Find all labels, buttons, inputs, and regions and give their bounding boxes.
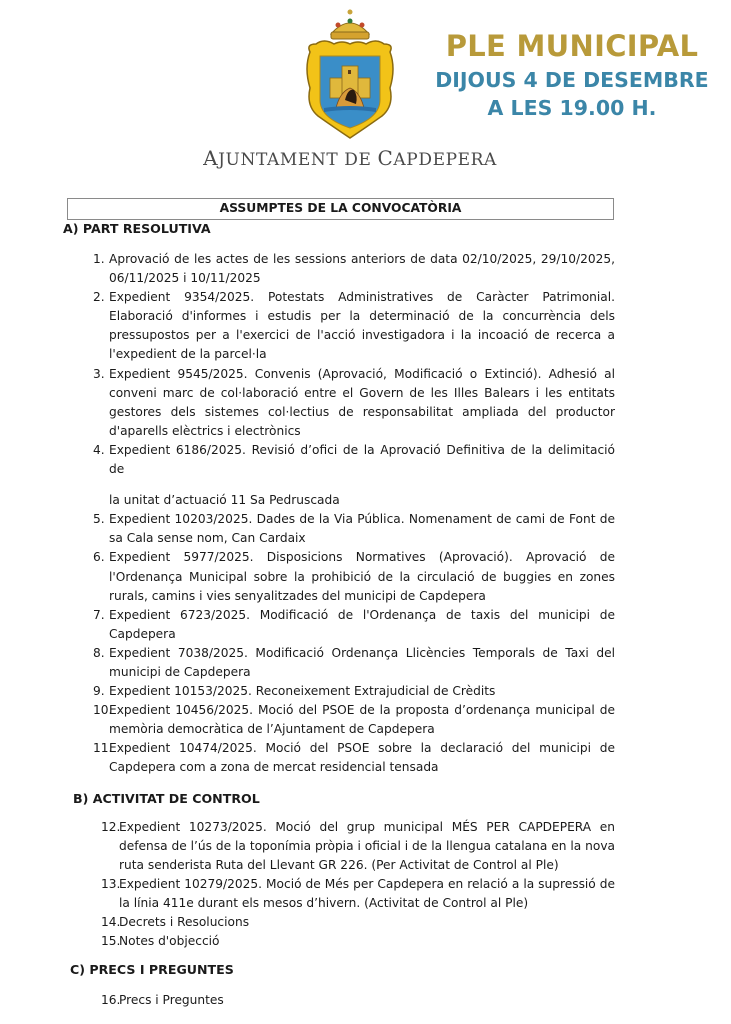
agenda-item: 6. Expedient 5977/2025. Disposicions Normatives (Aprovació). Aprovació de l'Ordenança Municipal sobre la prohibició de la circulació de buggies en zones rurals, camins i vies senyalitzades del municipi de Capdepera bbox=[93, 550, 615, 603]
agenda-item: 4. Expedient 6186/2025. Revisió d’ofici de la Aprovació Definitiva de la delimitació de la unitat d’actuació 11 Sa Pedruscada bbox=[93, 442, 615, 508]
agenda-item: 9. Expedient 10153/2025. Reconeixement Extrajudicial de Crèdits bbox=[93, 684, 496, 699]
agenda-item: 14. Decrets i Resolucions bbox=[101, 915, 250, 929]
agenda-title-box: ASSUMPTES DE LA CONVOCATÒRIA bbox=[67, 198, 614, 220]
agenda-item: 12. Expedient 10273/2025. Moció del grup municipal MÉS PER CAPDEPERA en defensa de l’ús de la toponímia pròpia i oficial i de la llengua catalana en la nova ruta senderista Ruta del Llevant GR 226. (Per Activitat de Control al Ple) bbox=[101, 819, 615, 872]
agenda bbox=[63, 198, 615, 1010]
event-title: PLE MUNICIPAL bbox=[445, 29, 699, 63]
agenda-item: 11. Expedient 10474/2025. Moció del PSOE sobre la declaració del municipi de Capdepera com a zona de mercat residencial tensada bbox=[93, 741, 615, 775]
agenda-item: 7. Expedient 6723/2025. Modificació de l'Ordenança de taxis del municipi de Capdepera bbox=[93, 607, 615, 641]
agenda-item: 8. Expedient 7038/2025. Modificació Ordenança Llicències Temporals de Taxi del municipi de Capdepera bbox=[93, 645, 615, 679]
header bbox=[0, 0, 731, 180]
agenda-item: 1. Aprovació de les actes de les sessions anteriors de data 02/10/2025, 29/10/2025, 06/11/2025 i 10/11/2025 bbox=[93, 252, 615, 286]
section-heading-part-resolutiva: A) PART RESOLUTIVA bbox=[63, 221, 211, 236]
agenda-item: 3. Expedient 9545/2025. Convenis (Aprovació, Modificació o Extinció). Adhesió al conveni marc de col·laboració entre el Govern de les Illes Balears i les entitats gestores dels sistemes col·lectius de responsabilitat ampliada del productor d'aparells elèctrics i electrònics bbox=[93, 366, 615, 438]
agenda-item: 15. Notes d'objecció bbox=[101, 934, 220, 949]
agenda-item: 10. Expedient 10456/2025. Moció del PSOE de la proposta d’ordenança municipal de memòria democràtica de l’Ajuntament de Capdepera bbox=[93, 703, 615, 737]
agenda-item: 13. Expedient 10279/2025. Moció de Més per Capdepera en relació a la supressió de la línia 411e durant els mesos d’hivern. (Activitat de Control al Ple) bbox=[101, 876, 615, 910]
section-heading-precs-i-preguntes: C) PRECS I PREGUNTES bbox=[70, 962, 234, 978]
section-b-list bbox=[101, 818, 615, 952]
agenda-item: 5. Expedient 10203/2025. Dades de la Via Pública. Nomenament de cami de Font de sa Cala sense nom, Can Cardaix bbox=[93, 512, 615, 546]
town-name: AJUNTAMENT DE CAPDEPERA bbox=[203, 146, 497, 170]
section-heading-activitat-de-control: B) ACTIVITAT DE CONTROL bbox=[73, 790, 260, 806]
event-date: DIJOUS 4 DE DESEMBRE bbox=[435, 68, 709, 92]
agenda-item: 2. Expedient 9354/2025. Potestats Administratives de Caràcter Patrimonial. Elaboració d'informes i estudis per la determinació de la concurrència dels pressupostos per a l'exercici de l'acció investigadora i la incoació de recerca a l'expedient de la parcel·la bbox=[93, 290, 615, 362]
event-time: A LES 19.00 H. bbox=[487, 96, 657, 120]
crown-icon bbox=[331, 10, 369, 40]
section-c-list bbox=[101, 991, 615, 1010]
municipal-coat-of-arms-icon bbox=[298, 8, 402, 140]
agenda-item: 16. Precs i Preguntes bbox=[101, 993, 224, 1008]
event-title-block bbox=[422, 28, 722, 120]
section-a-list bbox=[93, 250, 615, 778]
